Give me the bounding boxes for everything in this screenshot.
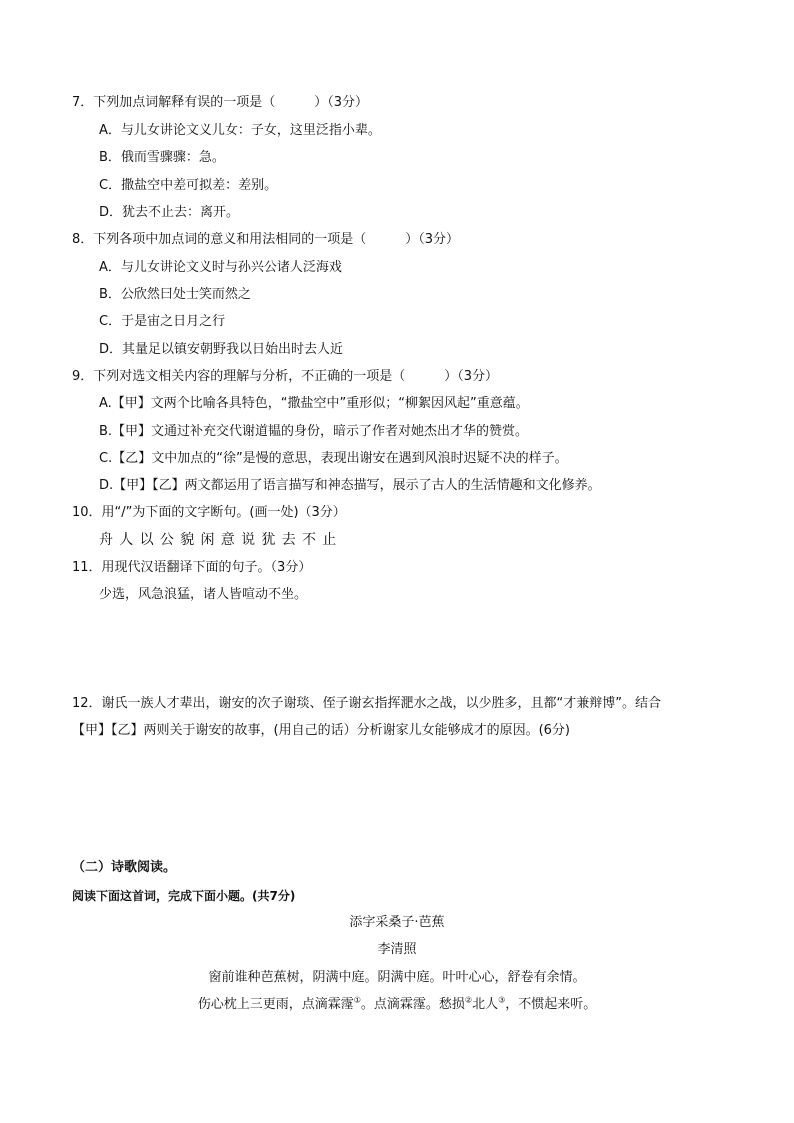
q9-option-c: C.【乙】文中加点的“徐”是慢的意思，表现出谢安在遇到风浪时迟疑不决的样子。 bbox=[99, 451, 568, 466]
footnote-1-marker: ① bbox=[353, 995, 361, 1005]
q7-option-c: C．撒盐空中差可拟差：差别。 bbox=[99, 178, 278, 193]
poem-line-2-part-a: 伤心枕上三更雨，点滴霖霪 bbox=[197, 997, 354, 1012]
poem-line-2-part-c: 北人 bbox=[472, 997, 499, 1012]
q7-stem: 7．下列加点词解释有误的一项是（ ）（3分） bbox=[72, 95, 369, 110]
q8-option-b: B．公欣然曰处士笑而然之 bbox=[99, 287, 251, 302]
poem-line-2-part-d: ，不惯起来听。 bbox=[505, 997, 597, 1012]
q9-stem: 9．下列对选文相关内容的理解与分析，不正确的一项是（ ）（3分） bbox=[72, 369, 499, 384]
footnote-3-marker: ③ bbox=[498, 995, 506, 1005]
q10-text: 舟人以公貌闲意说犹去不止 bbox=[99, 532, 343, 548]
section-instruction: 阅读下面这首词，完成下面小题。(共7分) bbox=[72, 889, 296, 903]
q9-option-b: B.【甲】文通过补充交代谢道韫的身份，暗示了作者对她杰出才华的赞赏。 bbox=[99, 424, 529, 439]
q8-option-c: C．于是宙之日月之行 bbox=[99, 314, 226, 329]
q8-stem: 8．下列各项中加点词的意义和用法相同的一项是（ ）（3分） bbox=[72, 232, 460, 247]
poem-line-1: 窗前谁种芭蕉树，阴满中庭。阴满中庭。叶叶心心，舒卷有余情。 bbox=[208, 970, 586, 985]
q11-text: 少选，风急浪猛，诸人皆喧动不坐。 bbox=[99, 587, 308, 602]
q10-stem: 10．用“/”为下面的文字断句。(画一处)（3分） bbox=[72, 505, 346, 520]
footnote-2-marker: ② bbox=[464, 995, 473, 1005]
q8-option-d: D．其量足以镇安朝野我以日始出时去人近 bbox=[99, 342, 344, 357]
q12-line-1: 12．谢氏一族人才辈出，谢安的次子谢琰、侄子谢玄指挥淝水之战，以少胜多，且都“才兼辩博”。结合 bbox=[72, 696, 662, 711]
q7-option-d: D．犹去不止去：离开。 bbox=[99, 205, 240, 220]
poem-line-2-part-b: 。点滴霖霪。愁损 bbox=[360, 997, 465, 1012]
poem-author: 李清照 bbox=[377, 942, 417, 957]
q8-option-a: A．与儿女讲论文义时与孙兴公诸人泛海戏 bbox=[99, 260, 342, 275]
q12-line-2: 【甲】【乙】两则关于谢安的故事，(用自己的话）分析谢家儿女能够成才的原因。(6分) bbox=[72, 723, 570, 738]
q7-option-b: B．俄而雪骤骤：急。 bbox=[99, 150, 225, 165]
poem-title: 添字采桑子·芭蕉 bbox=[349, 915, 445, 930]
section-heading: （二）诗歌阅读。 bbox=[72, 860, 177, 875]
q7-option-a: A．与儿女讲论文义儿女：子女，这里泛指小辈。 bbox=[99, 123, 381, 138]
q11-stem: 11．用现代汉语翻译下面的句子。（3分） bbox=[72, 560, 312, 575]
poem-line-2 bbox=[0, 996, 794, 1014]
q9-option-d: D.【甲】【乙】两文都运用了语言描写和神态描写，展示了古人的生活情趣和文化修养。 bbox=[99, 478, 601, 493]
q9-option-a: A.【甲】文两个比喻各具特色，“撒盐空中”重形似；“柳絮因风起”重意蕴。 bbox=[99, 396, 529, 411]
